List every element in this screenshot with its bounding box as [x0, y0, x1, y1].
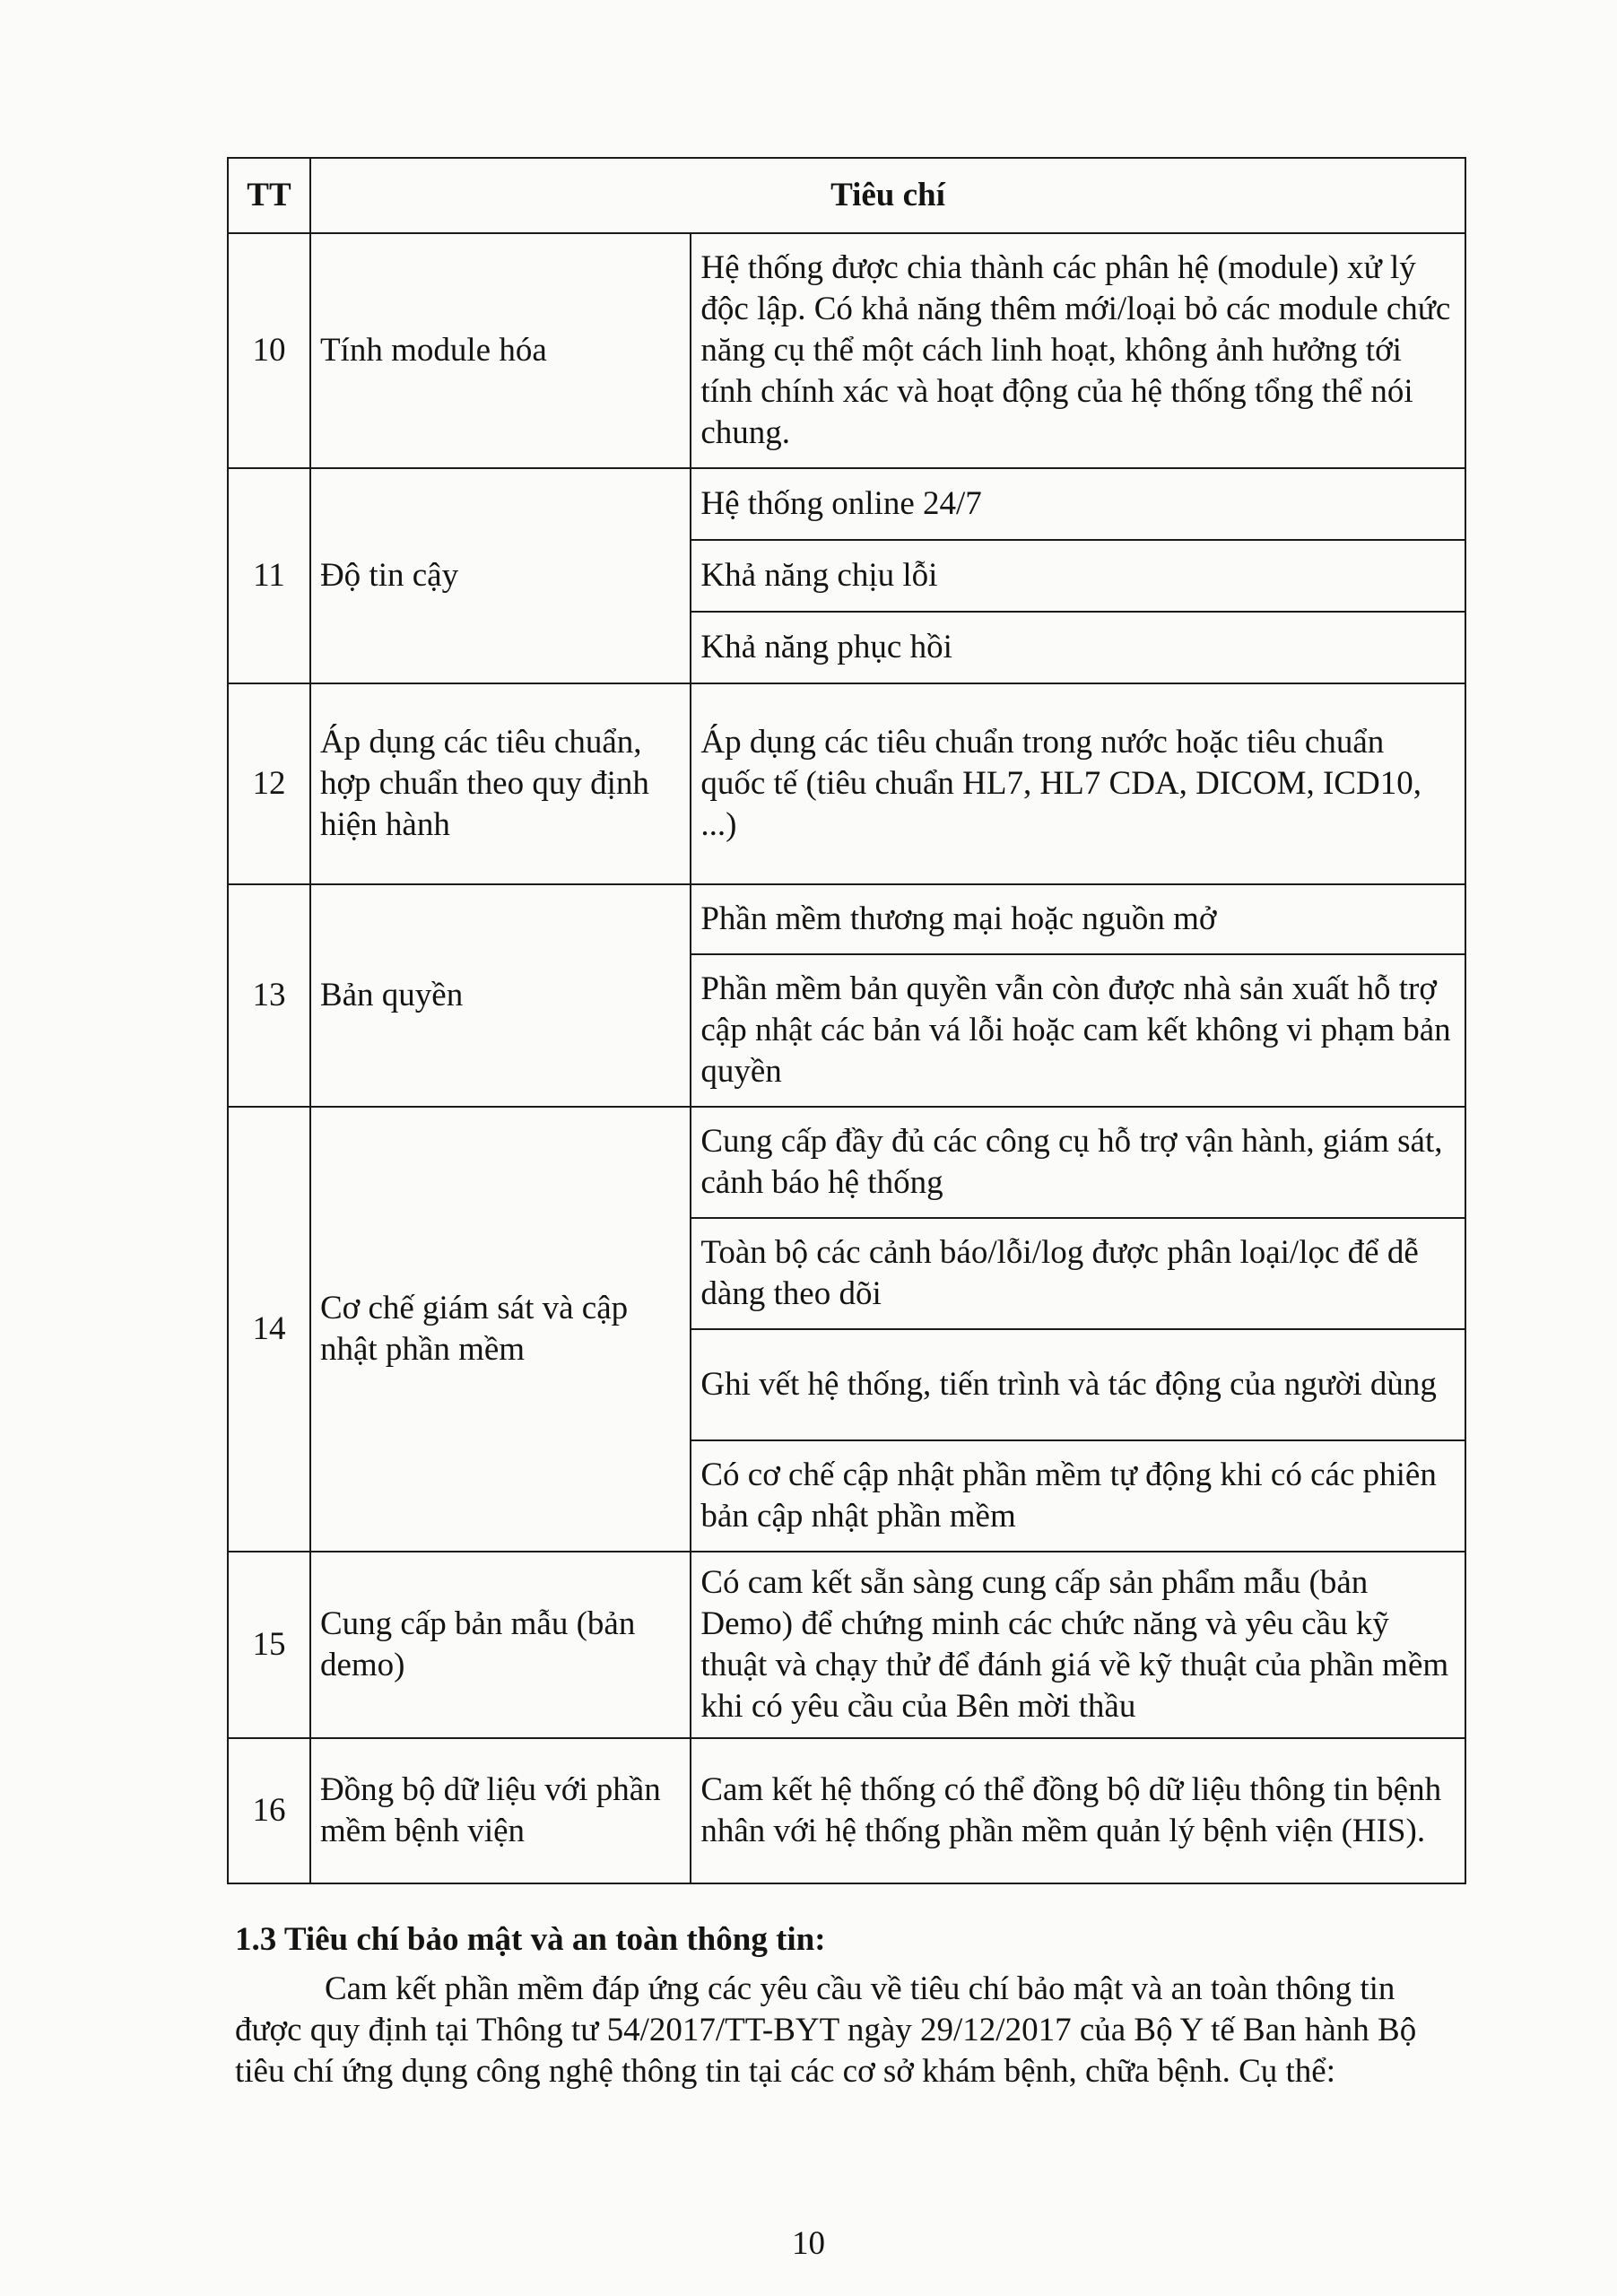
criterion-name: Đồng bộ dữ liệu với phần mềm bệnh viện [310, 1738, 691, 1883]
section-heading: 1.3 Tiêu chí bảo mật và an toàn thông tin: [235, 1921, 826, 1958]
criterion-name: Cung cấp bản mẫu (bản demo) [310, 1552, 691, 1738]
table-header-row [228, 158, 1465, 233]
header-tt: TT [228, 158, 310, 233]
row-number: 15 [228, 1552, 310, 1738]
row-number: 16 [228, 1738, 310, 1883]
criterion-requirement: Khả năng phục hồi [691, 612, 1465, 683]
row-number: 10 [228, 233, 310, 468]
criterion-requirement: Áp dụng các tiêu chuẩn trong nước hoặc tiêu chuẩn quốc tế (tiêu chuẩn HL7, HL7 CDA, DICOM, ICD10, ...) [691, 683, 1465, 884]
criterion-requirement: Ghi vết hệ thống, tiến trình và tác động của người dùng [691, 1329, 1465, 1440]
row-number: 11 [228, 468, 310, 683]
row-number: 13 [228, 884, 310, 1107]
criterion-name: Tính module hóa [310, 233, 691, 468]
table-row [228, 683, 1465, 884]
criterion-requirement: Cung cấp đầy đủ các công cụ hỗ trợ vận hành, giám sát, cảnh báo hệ thống [691, 1107, 1465, 1218]
criterion-requirement: Khả năng chịu lỗi [691, 540, 1465, 612]
criterion-requirement: Có cơ chế cập nhật phần mềm tự động khi có các phiên bản cập nhật phần mềm [691, 1440, 1465, 1552]
page-number: 10 [792, 2225, 825, 2262]
criterion-name: Bản quyền [310, 884, 691, 1107]
criterion-name: Áp dụng các tiêu chuẩn, hợp chuẩn theo quy định hiện hành [310, 683, 691, 884]
criterion-requirement: Có cam kết sẵn sàng cung cấp sản phẩm mẫu (bản Demo) để chứng minh các chức năng và yêu cầu kỹ thuật và chạy thử để đánh giá về kỹ thuật của phần mềm khi có yêu cầu của Bên mời thầu [691, 1552, 1465, 1738]
table-row [228, 1552, 1465, 1738]
criterion-name: Cơ chế giám sát và cập nhật phần mềm [310, 1107, 691, 1552]
criterion-requirement: Hệ thống được chia thành các phân hệ (module) xử lý độc lập. Có khả năng thêm mới/loại bỏ các module chức năng cụ thể một cách linh hoạt, không ảnh hưởng tới tính chính xác và hoạt động của hệ thống tổng thể nói chung. [691, 233, 1465, 468]
criterion-requirement: Phần mềm thương mại hoặc nguồn mở [691, 884, 1465, 954]
table-body [228, 233, 1465, 1883]
row-number: 12 [228, 683, 310, 884]
row-number: 14 [228, 1107, 310, 1552]
header-criteria: Tiêu chí [310, 158, 1465, 233]
table-row [228, 1107, 1465, 1218]
criterion-requirement: Hệ thống online 24/7 [691, 468, 1465, 540]
section-paragraph: Cam kết phần mềm đáp ứng các yêu cầu về tiêu chí bảo mật và an toàn thông tin được quy định tại Thông tư 54/2017/TT-BYT ngày 29/12/2017 của Bộ Y tế Ban hành Bộ tiêu chí ứng dụng công nghệ thông tin tại các cơ sở khám bệnh, chữa bệnh. Cụ thể: [235, 1970, 1417, 2090]
table-row [228, 233, 1465, 468]
criterion-name: Độ tin cậy [310, 468, 691, 683]
criterion-requirement: Phần mềm bản quyền vẫn còn được nhà sản xuất hỗ trợ cập nhật các bản vá lỗi hoặc cam kết không vi phạm bản quyền [691, 954, 1465, 1107]
table-row [228, 1738, 1465, 1883]
table-row [228, 468, 1465, 540]
criterion-requirement: Toàn bộ các cảnh báo/lỗi/log được phân loại/lọc để dễ dàng theo dõi [691, 1218, 1465, 1329]
table-row [228, 884, 1465, 954]
criterion-requirement: Cam kết hệ thống có thể đồng bộ dữ liệu thông tin bệnh nhân với hệ thống phần mềm quản lý bệnh viện (HIS). [691, 1738, 1465, 1883]
criteria-table [227, 157, 1466, 1884]
